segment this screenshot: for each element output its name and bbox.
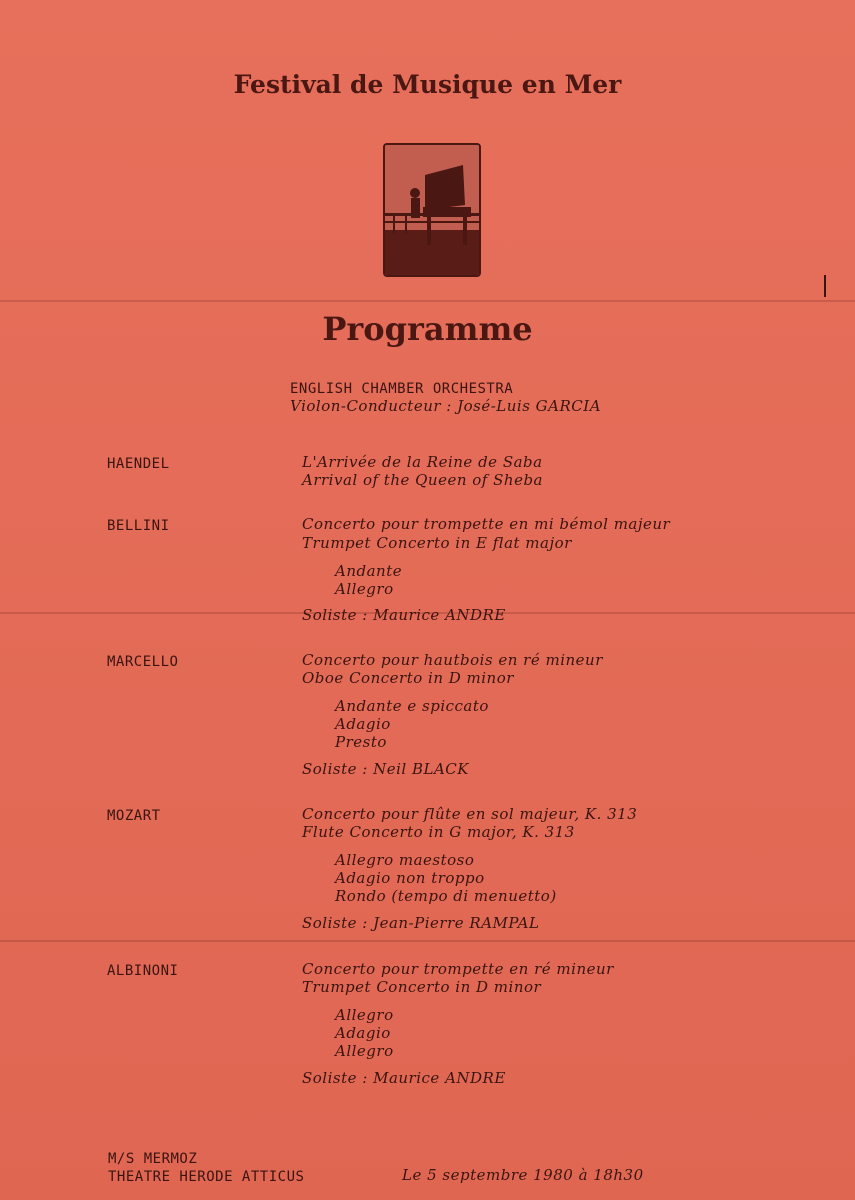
movement: Andante <box>335 562 403 580</box>
conductor: Violon-Conducteur : José-Luis GARCIA <box>290 397 602 415</box>
movement: Adagio <box>335 715 391 733</box>
movement: Allegro <box>335 1006 394 1024</box>
movement: Andante e spiccato <box>335 697 489 715</box>
soloist: Soliste : Maurice ANDRE <box>302 606 506 624</box>
piano-on-deck-icon <box>383 143 481 277</box>
festival-title: Festival de Musique en Mer <box>233 70 622 99</box>
orchestra-name: ENGLISH CHAMBER ORCHESTRA <box>290 381 514 397</box>
movement: Adagio <box>335 1024 391 1042</box>
movement: Adagio non troppo <box>335 869 485 887</box>
venue: THEATRE HERODE ATTICUS <box>108 1169 305 1185</box>
soloist: Soliste : Maurice ANDRE <box>302 1069 506 1087</box>
soloist: Soliste : Jean-Pierre RAMPAL <box>302 914 540 932</box>
composer: BELLINI <box>107 518 170 534</box>
fold-line <box>0 940 855 942</box>
piece-title-en: Trumpet Concerto in E flat major <box>302 534 572 552</box>
movement: Allegro <box>335 1042 394 1060</box>
piece-title-en: Flute Concerto in G major, K. 313 <box>302 823 575 841</box>
soloist: Soliste : Neil BLACK <box>302 760 469 778</box>
piece-title-fr: Concerto pour trompette en mi bémol majeur <box>302 515 671 533</box>
piece-title-en: Arrival of the Queen of Sheba <box>302 471 543 489</box>
piece-title-en: Oboe Concerto in D minor <box>302 669 514 687</box>
composer: MARCELLO <box>107 654 179 670</box>
piece-title-en: Trumpet Concerto in D minor <box>302 978 542 996</box>
piece-title-fr: L'Arrivée de la Reine de Saba <box>302 453 543 471</box>
piece-title-fr: Concerto pour flûte en sol majeur, K. 313 <box>302 805 638 823</box>
movement: Allegro <box>335 580 394 598</box>
concert-date: Le 5 septembre 1980 à 18h30 <box>402 1166 644 1184</box>
ship-name: M/S MERMOZ <box>108 1151 198 1167</box>
staple-mark <box>824 275 826 297</box>
movement: Rondo (tempo di menuetto) <box>335 887 557 905</box>
piece-title-fr: Concerto pour trompette en ré mineur <box>302 960 614 978</box>
composer: HAENDEL <box>107 456 170 472</box>
movement: Allegro maestoso <box>335 851 475 869</box>
piece-title-fr: Concerto pour hautbois en ré mineur <box>302 651 603 669</box>
programme-title: Programme <box>322 310 533 348</box>
movement: Presto <box>335 733 387 751</box>
fold-line <box>0 300 855 302</box>
composer: MOZART <box>107 808 161 824</box>
composer: ALBINONI <box>107 963 179 979</box>
